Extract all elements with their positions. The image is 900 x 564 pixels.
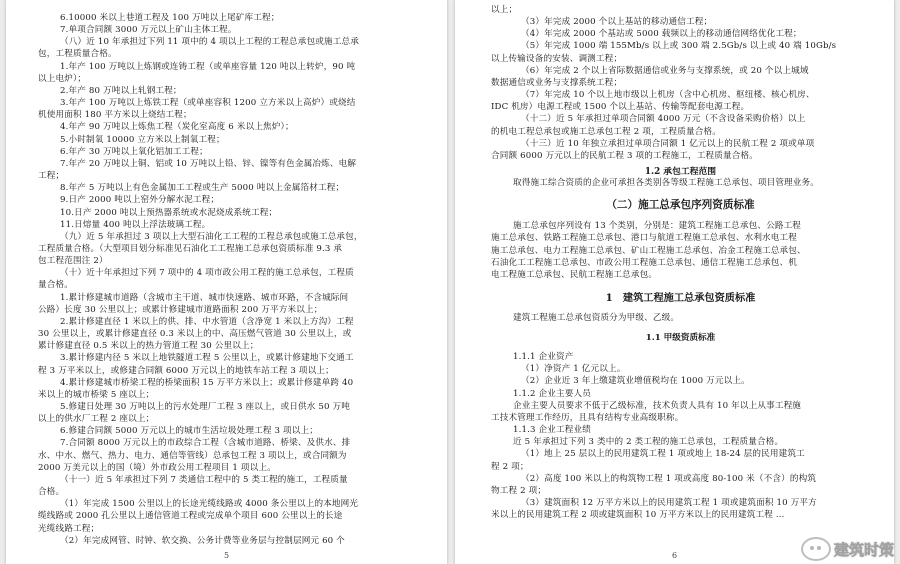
grade-paragraph: 建筑工程施工总承包资质分为甲级、乙级。 — [513, 312, 680, 323]
text-line: （6）年完成 2 个以上省际数据通信或业务与支撑系统，或 20 个以上城域 — [521, 65, 809, 76]
text-line: （十三）近 10 年独立承担过单项合同额 1 亿元以上的民航工程 2 项或单项 — [521, 138, 815, 149]
text-line: 米以上的民用建筑工程 2 项或建筑面积 10 万平方米以上的民用建筑工程 ... — [491, 510, 785, 521]
text-line: 1.年产 100 万吨以上炼钢或连铸工程（或单座容量 120 吨以上转炉，90 吨 — [60, 61, 356, 72]
text-line: 8.年产 5 万吨以上有色金属加工工程或生产 5000 吨以上金属箔材工程； — [60, 183, 345, 194]
text-line: （3）建筑面积 12 万平方米以上的民用建筑工程 1 项或建筑面积 10 万平方 — [521, 498, 817, 508]
left-page-body — [38, 12, 425, 547]
text-line: 施工总承包序列设有 13 个类别，分别是：建筑工程施工总承包、公路工程 — [513, 221, 802, 232]
right-page-intro-body — [491, 220, 870, 281]
text-line: （1）地上 25 层以上的民用建筑工程 1 项或地上 18-24 层的民用建筑工 — [521, 449, 805, 460]
text-line: 米以上的城市桥梁 5 座以上； — [38, 389, 155, 400]
text-line: 施工总承包、电力工程施工总承包、矿山工程施工总承包、冶金工程施工总承包、 — [491, 245, 806, 256]
text-line: （1）年完成 1500 公里以上的长途光缆线路或 4000 条公里以上的本地网光 — [60, 499, 359, 510]
text-line: （4）年完成 2000 个基站或 5000 载频以上的移动通信网络优化工程； — [521, 29, 802, 40]
page-number: 6 — [671, 551, 678, 560]
text-line: 工程； — [38, 171, 65, 182]
text-line: 3.年产 100 万吨以上炼铁工程（或单座容积 1200 立方米以上高炉）或烧结 — [60, 98, 356, 109]
text-line: 机使用面积 180 平方米以上烧结工程； — [38, 110, 192, 121]
text-line: 数据通信或业务与支撑系统工程； — [491, 77, 623, 88]
text-line: 2000 万美元以上的国（境）外市政公用工程项目 1 项以上。 — [38, 462, 276, 473]
text-line: 以上传输设备的安装、调测工程； — [491, 53, 623, 64]
right-page-bottom-body — [491, 351, 870, 521]
text-line: 累计修建直径 0.5 米以上的热力管道工程 30 公里以上； — [38, 341, 259, 352]
document-page-right — [455, 0, 894, 564]
text-line: 1.1.2 企业主要人员 — [513, 388, 591, 399]
text-line: （十二）近 5 年承担过单项合同额 4000 万元（不含设备采购价格）以上 — [521, 114, 806, 125]
text-line: 以上的供水厂工程 2 座以上； — [38, 414, 155, 425]
scope-paragraph: 取得施工综合资质的企业可承担各类别各等级工程施工总承包、项目管理业务。 — [513, 178, 820, 189]
text-line: 1.1.1 企业资产 — [513, 352, 574, 363]
text-line: 程 3 万平米以上，或修建合同额 6000 万元以上的地铁车站工程 3 项以上； — [38, 365, 334, 376]
text-line: 水、中水、燃气、热力、电力、通信等管线）总承包工程 3 项以上，或合同额为 — [38, 450, 347, 461]
text-line: 公路）长度 30 公里以上；或累计修建城市道路面积 200 万平方米以上； — [38, 304, 323, 315]
text-line: 30 公里以上，或累计修建直径 0.3 米以上的中、高压燃气管道 30 公里以上，或 — [38, 329, 352, 340]
text-line: （2）企业近 3 年上缴建筑业增值税均在 1000 万元以上。 — [521, 376, 750, 387]
text-line: IDC 机房）电源工程或 1500 个以上基站、传输等配套电源工程。 — [491, 102, 750, 113]
section-heading-building-standard: 1 建筑工程施工总承包资质标准 — [605, 291, 756, 304]
right-page-top-body — [491, 4, 870, 162]
text-line: 物工程 2 项； — [491, 485, 547, 496]
text-line: 7.年产 20 万吨以上铜、铝或 10 万吨以上铅、锌、镍等有色金属冶炼、电解 — [60, 158, 357, 169]
section-heading-grade-a: 1.1 甲级资质标准 — [645, 333, 716, 344]
text-line: 包，工程质量合格。 — [38, 49, 117, 60]
text-line: （八）近 10 年承担过下列 11 项中的 4 项以上工程的工程总承包或施工总承 — [60, 37, 359, 48]
text-line: 以上； — [491, 5, 518, 15]
text-line: 5.小时制氧 10000 立方米以上制氧工程； — [60, 134, 225, 145]
text-line: 7.合同额 8000 万元以上的市政综合工程（含城市道路、桥梁、及供水、排 — [60, 438, 351, 449]
text-line: 量合格。 — [38, 280, 73, 291]
text-line: 近 5 年承担过下列 3 类中的 2 类工程的施工总承包，工程质量合格。 — [513, 437, 784, 448]
page-number: 5 — [223, 551, 230, 560]
text-line: 电工程施工总承包、民航工程施工总承包。 — [491, 269, 658, 280]
text-line: 企业主要人员要求不低于乙级标准，技术负责人具有 10 年以上从事工程施 — [513, 400, 802, 411]
text-line: 程 2 项； — [491, 461, 529, 472]
text-line: 1.1.3 企业工程业绩 — [513, 425, 591, 436]
text-line: 3.累计修建内径 5 米以上地铁隧道工程 5 公里以上，或累计修建地下交通工 — [60, 353, 354, 364]
text-line: 6.修建合同额 5000 万元以上的城市生活垃圾处理工程 3 项以上； — [60, 426, 318, 437]
text-line: （3）年完成 2000 个以上基站的移动通信工程； — [521, 17, 713, 28]
watermark-text: 建筑时策 — [833, 540, 894, 559]
document-page-left — [6, 0, 447, 564]
text-line: 11.日熔量 400 吨以上浮法玻璃工程。 — [60, 219, 211, 230]
text-line: （十一）近 5 年承担过下列 7 类通信工程中的 5 类工程的施工，工程质量 — [60, 474, 348, 485]
text-line: 9.日产 2000 吨以上窑外分解水泥工程； — [60, 195, 220, 206]
text-line: 2.年产 80 万吨以上轧钢工程； — [60, 85, 182, 96]
text-line: 4.年产 90 万吨以上炼焦工程（炭化室高度 6 米以上焦炉）； — [60, 122, 294, 133]
text-line: 缆线路或 2000 孔公里以上通信管道工程或完成单个项目 600 公里以上的长途 — [38, 511, 343, 522]
text-line: 10.日产 2000 吨以上预热器系统或水泥烧成系统工程； — [60, 207, 278, 218]
text-line: 2.累计修建直径 1 米以上的供、排、中水管道（含净宽 1 米以上方沟）工程 — [60, 316, 354, 327]
text-line: （1）净资产 1 亿元以上。 — [521, 364, 626, 375]
text-line: （九）近 5 年承担过 3 项以上大型石油化工工程的工程总承包或施工总承包， — [60, 231, 363, 242]
text-line: 4.累计修建城市桥梁工程的桥梁面积 15 万平方米以上；或累计修建单跨 40 — [60, 377, 354, 388]
section-heading-general-contracting: （二）施工总承包序列资质标准 — [606, 199, 755, 212]
text-line: 1.累计修建城市道路（含城市主干道、城市快速路、城市环路，不含城际间 — [60, 292, 349, 303]
text-line: 工技术管理工作经历，且具有结构专业高级职称。 — [491, 412, 684, 423]
text-line: 6.年产 30 万吨以上氧化铝加工工程； — [60, 146, 208, 157]
text-line: 以上电炉）； — [38, 73, 87, 84]
text-line: 6.10000 米以上巷道工程及 100 万吨以上尾矿库工程； — [60, 13, 280, 23]
text-line: 工程质量合格。（大型项目划分标准见石油化工工程施工总承包资质标准 9.3 承 — [38, 243, 343, 254]
text-line: 包工程范围注 2） — [38, 256, 108, 267]
text-line: 的机电工程总承包或施工总承包工程 2 项，工程质量合格。 — [491, 126, 721, 137]
section-heading-scope: 1.2 承包工程范围 — [644, 167, 717, 178]
text-line: （十）近十年承担过下列 7 项中的 4 项市政公用工程的施工总承包，工程质 — [60, 268, 354, 279]
text-line: （5）年完成 1000 端 155Mb/s 以上或 300 端 2.5Gb/s 以上或 40 端 10Gb/s — [521, 41, 837, 52]
text-line: （2）高度 100 米以上的构筑物工程 1 项或高度 80-100 米（不含）的构筑 — [521, 473, 817, 484]
text-line: 合同额 6000 万元以上的民航工程 3 项的工程施工，工程质量合格。 — [491, 150, 758, 161]
text-line: 5.修建日处理 30 万吨以上的污水处理厂工程 3 座以上，或日供水 50 万吨 — [60, 402, 350, 412]
text-line: 光缆线路工程； — [38, 523, 100, 534]
watermark — [801, 537, 894, 561]
text-line: 合格。 — [38, 487, 65, 498]
text-line: 施工总承包、铁路工程施工总承包、港口与航道工程施工总承包、水利水电工程 — [491, 233, 798, 244]
wechat-icon — [801, 537, 831, 561]
text-line: （2）年完成网管、时钟、软交换、公务计费等业务层与控制层网元 60 个 — [60, 535, 345, 546]
text-line: 石油化工工程施工总承包、市政公用工程施工总承包、通信工程施工总承包、机 — [491, 257, 798, 268]
text-line: （7）年完成 10 个以上地市级以上机房（含中心机房、枢纽楼、核心机房、 — [521, 90, 815, 101]
text-line: 7.单项合同额 3000 万元以上矿山主体工程。 — [60, 25, 237, 36]
